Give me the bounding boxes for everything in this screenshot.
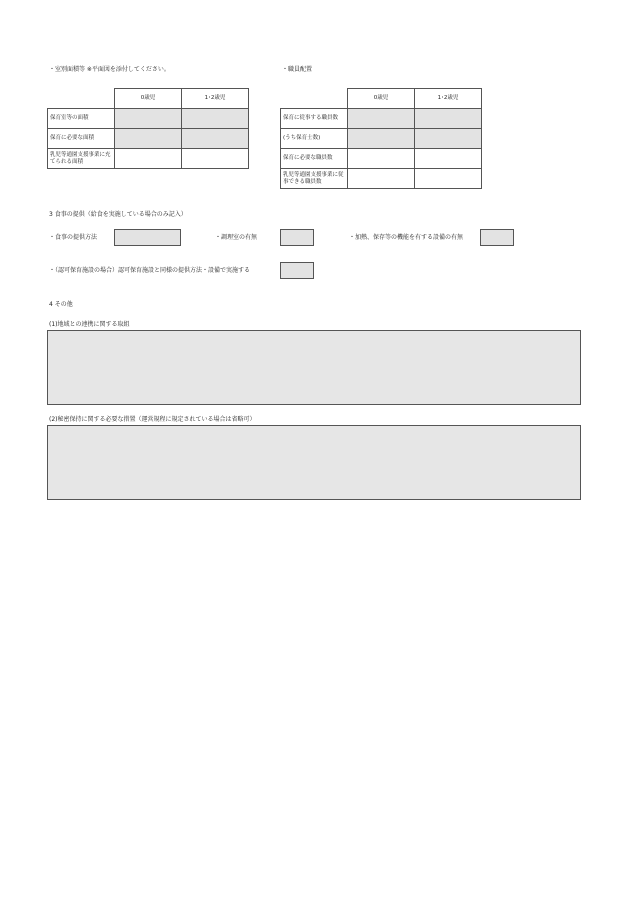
meal-method-label: ・食事の提供方法 (49, 234, 98, 241)
confidentiality-label: (2)秘密保持に関する必要な措置（運営規程に規定されている場合は省略可） (49, 416, 256, 423)
room-area-label: ・室別面積等 ※平面図を添付してください。 (49, 66, 170, 73)
staff-input-cell[interactable] (415, 109, 482, 129)
staff-input-cell[interactable] (415, 149, 482, 169)
area-row-label: 乳児等通園支援事業に充てられる面積 (48, 149, 115, 169)
staff-row-label: 乳児等通園支援事業に従事できる職員数 (281, 169, 348, 189)
staff-input-cell[interactable] (348, 149, 415, 169)
area-input-cell[interactable] (182, 149, 249, 169)
confidentiality-field[interactable] (47, 425, 581, 500)
area-col-1: 1･2歳児 (182, 89, 249, 109)
staff-row-label: 保育に従事する職員数 (281, 109, 348, 129)
area-table-corner (48, 89, 115, 109)
staff-input-cell[interactable] (348, 129, 415, 149)
staff-allocation-table (280, 88, 482, 189)
kitchen-label: ・調理室の有無 (215, 234, 258, 241)
area-input-cell[interactable] (115, 109, 182, 129)
meal-method-field[interactable] (114, 229, 181, 246)
staff-col-0: 0歳児 (348, 89, 415, 109)
staff-row-label: 保育に必要な職員数 (281, 149, 348, 169)
area-input-cell[interactable] (182, 129, 249, 149)
staff-table-corner (281, 89, 348, 109)
community-cooperation-label: (1)地域との連携に関する取組 (49, 321, 130, 328)
staff-col-1: 1･2歳児 (415, 89, 482, 109)
area-row-label: 保育に必要な面積 (48, 129, 115, 149)
licensed-facility-label: ・（認可保育施設の場合）認可保育施設と同様の提供方法・設備で実施する (49, 267, 251, 274)
staff-input-cell[interactable] (348, 109, 415, 129)
room-area-table (47, 88, 249, 169)
area-input-cell[interactable] (182, 109, 249, 129)
heating-equipment-field[interactable] (480, 229, 514, 246)
other-section-heading: 4 その他 (49, 301, 73, 308)
staff-allocation-label: ・職員配置 (282, 66, 313, 73)
area-input-cell[interactable] (115, 129, 182, 149)
staff-input-cell[interactable] (415, 169, 482, 189)
area-input-cell[interactable] (115, 149, 182, 169)
licensed-facility-field[interactable] (280, 262, 314, 279)
heating-equipment-label: ・加熱、保存等の機能を有する設備の有無 (349, 234, 464, 241)
area-col-0: 0歳児 (115, 89, 182, 109)
meal-section-heading: 3 食事の提供（給食を実施している場合のみ記入） (49, 211, 187, 218)
staff-input-cell[interactable] (348, 169, 415, 189)
staff-row-label: (うち保育士数) (281, 129, 348, 149)
kitchen-field[interactable] (280, 229, 314, 246)
staff-input-cell[interactable] (415, 129, 482, 149)
community-cooperation-field[interactable] (47, 330, 581, 405)
area-row-label: 保育室等の面積 (48, 109, 115, 129)
